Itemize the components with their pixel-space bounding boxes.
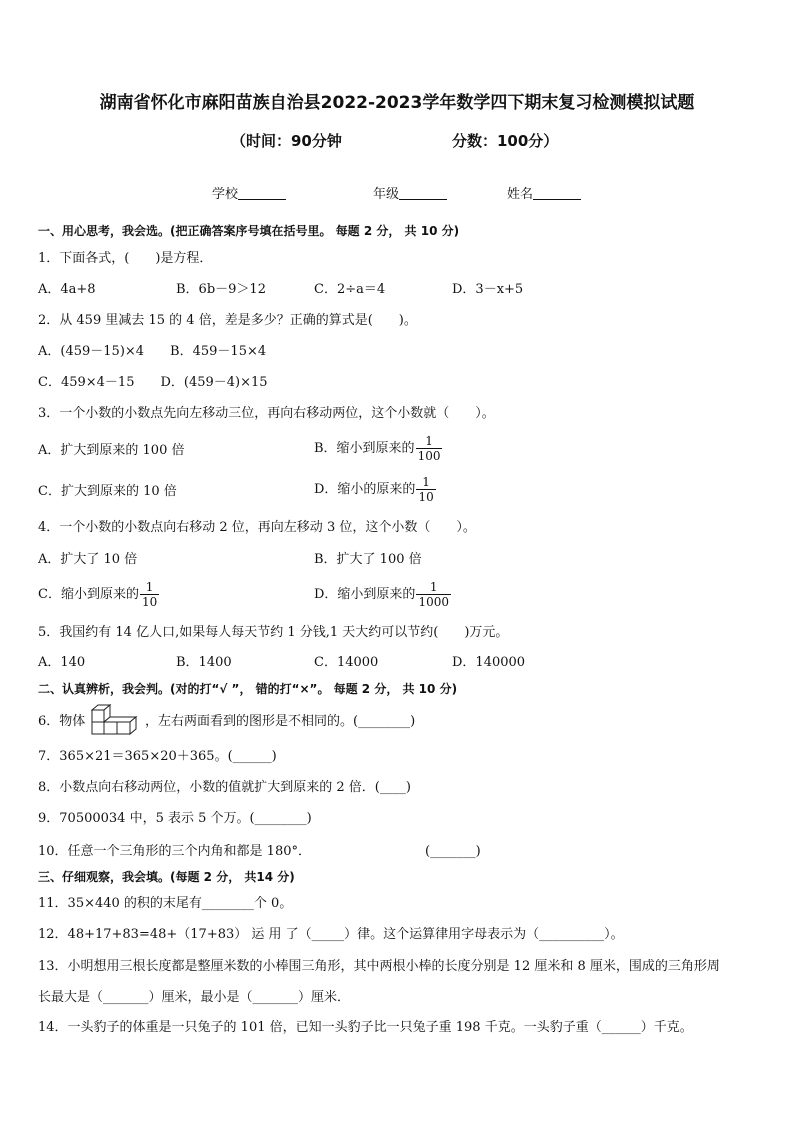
school-label: 学校 — [212, 187, 239, 202]
name-blank[interactable] — [533, 187, 581, 200]
grade-field — [373, 183, 447, 202]
exam-title: 湖南省怀化市麻阳苗族自治县2022-2023学年数学四下期末复习检测模拟试题 — [99, 93, 695, 113]
fraction-denominator: 100 — [417, 449, 441, 463]
q7-stem: 7．365×21＝365×20＋365。(______) — [38, 749, 277, 764]
q14-stem: 14．一头豹子的体重是一只兔子的 101 倍，已知一头豹子比一只兔子重 198 千克。一头豹子重（______）千克。 — [38, 1020, 693, 1035]
q11-stem: 11．35×440 的积的末尾有________个 0。 — [38, 896, 293, 911]
school-blank[interactable] — [238, 187, 286, 200]
q4-stem: 4．一个小数的小数点向右移动 2 位，再向左移动 3 位，这个小数（ ）。 — [38, 520, 476, 535]
q3-option-d-label: D．缩小的原来的 — [314, 482, 416, 497]
fraction — [416, 475, 435, 504]
q1-option-b[interactable]: B．6b－9＞12 — [176, 282, 266, 297]
fraction — [416, 434, 443, 463]
q4-option-a[interactable]: A．扩大了 10 倍 — [38, 552, 138, 567]
q4-option-c-label: C．缩小到原来的 — [38, 587, 139, 602]
fraction-numerator: 1 — [422, 475, 430, 489]
q1-option-d[interactable]: D．3－x+5 — [452, 282, 524, 297]
section-3-heading: 三、仔细观察，我会填。(每题 2 分， 共14 分) — [38, 870, 295, 884]
q13-stem-line1: 13．小明想用三根长度都是整厘米数的小棒围三角形，其中两根小棒的长度分别是 12 厘米和 8 厘米，围成的三角形周 — [38, 959, 720, 974]
q5-stem: 5．我国约有 14 亿人口,如果每人每天节约 1 分钱,1 天大约可以节约( )万元。 — [38, 625, 509, 640]
q5-option-d[interactable]: D．140000 — [452, 655, 526, 670]
q3-option-b-label: B．缩小到原来的 — [314, 441, 415, 456]
section-2-heading: 二、认真辨析，我会判。(对的打“√ ”， 错的打“×”。 每题 2 分， 共 10 分) — [38, 682, 458, 696]
grade-label: 年级 — [373, 187, 400, 202]
q2-stem: 2．从 459 里减去 15 的 4 倍，差是多少？正确的算式是( )。 — [38, 313, 417, 328]
q6-stem-prefix: 6．物体 — [38, 714, 86, 729]
q9-stem: 9．70500034 中，5 表示 5 个万。(________) — [38, 811, 312, 826]
fraction-denominator: 10 — [418, 490, 434, 504]
q4-option-c[interactable] — [38, 578, 159, 612]
fraction-numerator: 1 — [425, 434, 433, 448]
exam-time: （时间：90分钟 — [231, 132, 342, 150]
fraction-denominator: 10 — [141, 595, 158, 609]
fraction-numerator: 1 — [145, 580, 154, 594]
q2-options-ab[interactable]: A．(459－15)×4 B．459－15×4 — [38, 344, 267, 359]
stacked-cubes-icon — [86, 704, 142, 736]
name-field — [507, 183, 581, 202]
exam-score: 分数：100分） — [452, 132, 559, 150]
q3-option-a[interactable]: A．扩大到原来的 100 倍 — [38, 443, 185, 458]
name-label: 姓名 — [507, 187, 534, 202]
q4-option-d-label: D．缩小到原来的 — [314, 587, 416, 602]
q1-option-a[interactable]: A．4a+8 — [38, 282, 96, 297]
q1-stem: 1．下面各式，( )是方程． — [38, 251, 213, 266]
q10-answer-blank[interactable]: (_______) — [425, 844, 481, 859]
q5-option-a[interactable]: A．140 — [38, 655, 86, 670]
q3-option-d[interactable] — [314, 473, 436, 507]
q3-option-b[interactable] — [314, 432, 442, 466]
q13-stem-line2: 长最大是（_______）厘米，最小是（_______）厘米． — [38, 990, 351, 1005]
q6-stem-suffix: ，左右两面看到的图形是不相同的。(________) — [145, 714, 416, 729]
q4-option-d[interactable] — [314, 578, 451, 612]
q1-option-c[interactable]: C．2÷a＝4 — [314, 282, 386, 297]
fraction-numerator: 1 — [429, 580, 438, 594]
q12-stem: 12．48+17+83=48+（17+83） 运 用 了（_____）律。这个运算律用字母表示为（__________）。 — [38, 927, 624, 942]
q8-stem: 8．小数点向右移动两位，小数的值就扩大到原来的 2 倍．(____) — [38, 780, 411, 795]
q4-option-b[interactable]: B．扩大了 100 倍 — [314, 552, 422, 567]
fraction — [140, 580, 159, 609]
q3-option-c[interactable]: C．扩大到原来的 10 倍 — [38, 484, 177, 499]
fraction-denominator: 1000 — [418, 595, 449, 609]
q5-option-b[interactable]: B．1400 — [176, 655, 232, 670]
section-1-heading: 一、用心思考，我会选。(把正确答案序号填在括号里。 每题 2 分， 共 10 分) — [38, 224, 460, 238]
q5-option-c[interactable]: C．14000 — [314, 655, 379, 670]
q10-stem: 10．任意一个三角形的三个内角和都是 180°． — [38, 844, 311, 859]
grade-blank[interactable] — [399, 187, 447, 200]
q2-options-cd[interactable]: C．459×4－15 D．(459－4)×15 — [38, 375, 268, 390]
school-field — [212, 183, 286, 202]
fraction — [416, 580, 451, 609]
q3-stem: 3．一个小数的小数点先向左移动三位，再向右移动两位，这个小数就（ ）。 — [38, 406, 495, 421]
